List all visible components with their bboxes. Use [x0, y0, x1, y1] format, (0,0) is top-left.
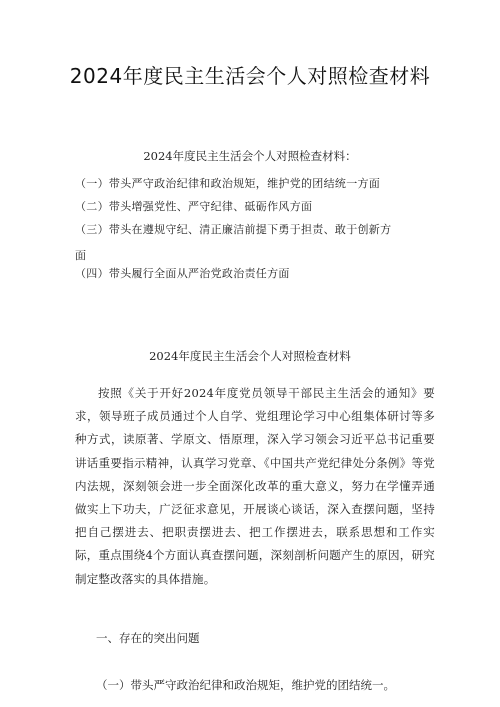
toc-item-2: （二）带头增强党性、严守纪律、砥砺作风方面	[75, 200, 313, 213]
toc-item-3-continuation: 面	[75, 249, 86, 262]
document-title: 2024年度民主生活会个人对照检查材料	[69, 64, 431, 88]
section-title: 一、存在的突出问题	[96, 631, 200, 645]
section-sub-item: （一）带头严守政治纪律和政治规矩，维护党的团结统一。	[96, 678, 395, 692]
body-heading: 2024年度民主生活会个人对照检查材料	[149, 349, 351, 363]
intro-paragraph: 按照《关于开好2024年度党员领导干部民主生活会的通知》要求，领导班子成员通过个人自学、党组理论学习中心组集体研讨等多种方式，读原著、学原文、悟原理，深入学习领会习近平总书记重要讲话重要指示精神，认真学习党章、《中国共产党纪律处分条例》等党内法规，深刻领会进一步全面深化改革的重大意义，努力在学懂弄通做实上下功夫，广泛征求意见，开展谈心谈话，深入查摆问题，坚持把自己摆进去、把职责摆进去、把工作摆进去，联系思想和工作实际，重点围绕4个方面认真查摆问题，深刻剖析问题产生的原因，研究制定整改落实的具体措施。	[75, 386, 435, 586]
toc-item-3: （三）带头在遵规守纪、清正廉洁前提下勇于担责、敢于创新方	[75, 223, 392, 236]
toc-item-1: （一）带头严守政治纪律和政治规矩，维护党的团结统一方面	[75, 177, 381, 190]
toc-item-4: （四）带头履行全面从严治党政治责任方面	[75, 267, 290, 280]
toc-heading: 2024年度民主生活会个人对照检查材料：	[143, 149, 357, 163]
